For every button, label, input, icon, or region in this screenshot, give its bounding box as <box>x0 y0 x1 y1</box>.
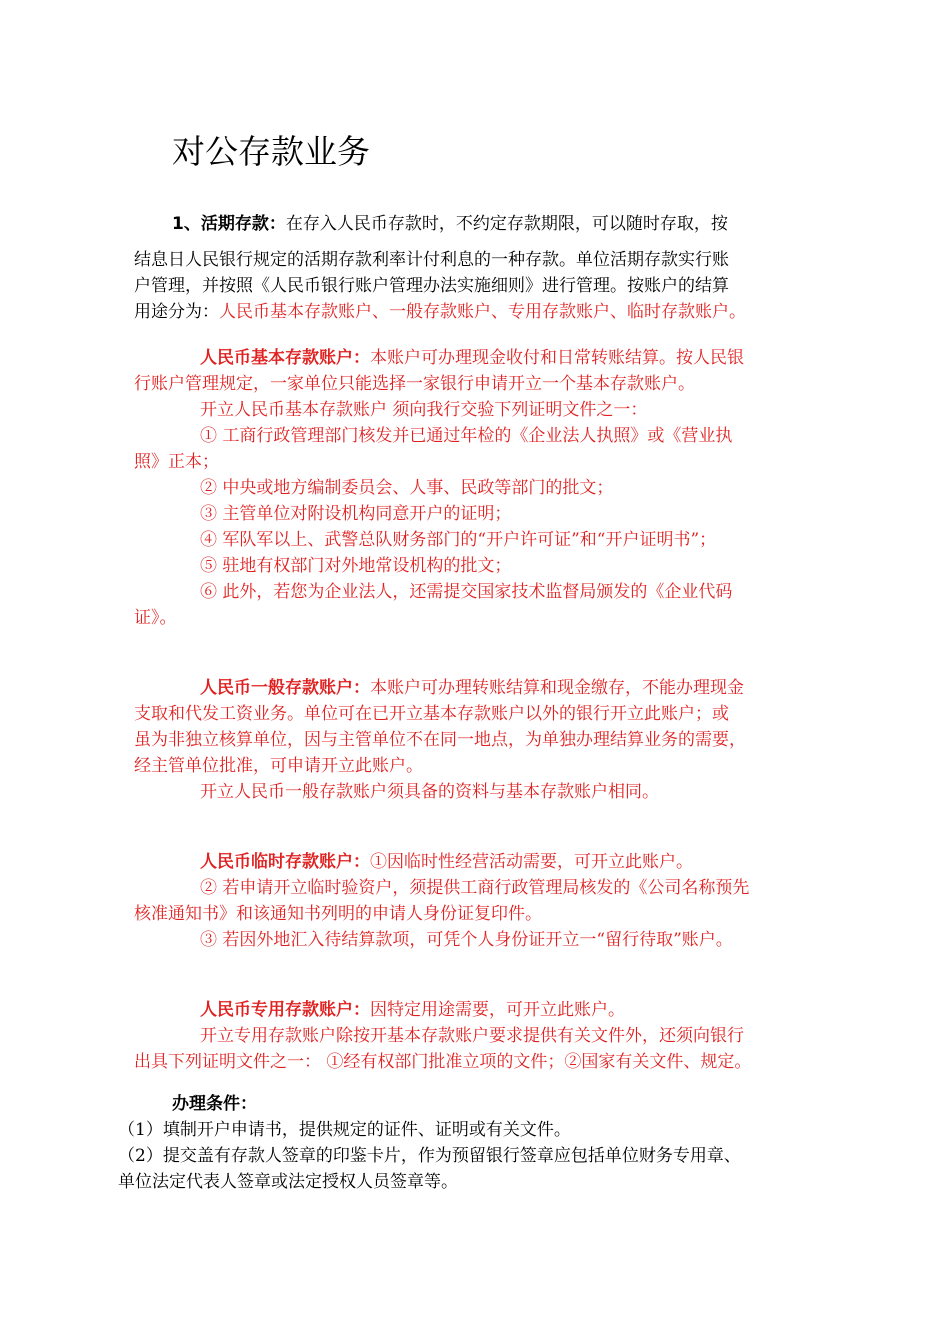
general-account-line: 支取和代发工资业务。单位可在已开立基本存款账户以外的银行开立此账户；或 <box>134 704 729 724</box>
temporary-account-text: ①因临时性经营活动需要，可开立此账户。 <box>370 852 693 872</box>
demand-deposit-account-types <box>134 300 746 324</box>
conditions-heading: 办理条件： <box>172 1094 257 1114</box>
basic-doc-item: ⑥ 此外，若您为企业法人，还需提交国家技术监督局颁发的《企业代码 <box>200 582 733 602</box>
special-account-line: 开立专用存款账户除按开基本存款账户要求提供有关文件外，还须向银行 <box>200 1026 744 1046</box>
conditions-item: （2）提交盖有存款人签章的印鉴卡片，作为预留银行签章应包括单位财务专用章、 <box>118 1146 741 1166</box>
demand-deposit-text: 在存入人民币存款时，不约定存款期限，可以随时存取，按 <box>285 214 728 234</box>
temporary-account-item-cont: 核准通知书》和该通知书列明的申请人身份证复印件。 <box>134 904 542 924</box>
basic-doc-item: ② 中央或地方编制委员会、人事、民政等部门的批文； <box>200 478 614 498</box>
demand-deposit-line: 结息日人民银行规定的活期存款利率计付利息的一种存款。单位活期存款实行账 <box>134 250 729 270</box>
special-account-heading: 人民币专用存款账户： <box>200 1000 370 1020</box>
basic-account-text: 本账户可办理现金收付和日常转账结算。按人民银 <box>370 348 744 368</box>
general-account-line: 经主管单位批准，可申请开立此账户。 <box>134 756 423 776</box>
basic-doc-item: ⑤ 驻地有权部门对外地常设机构的批文； <box>200 556 512 576</box>
general-account-intro <box>200 676 744 700</box>
basic-account-intro <box>200 346 744 370</box>
special-account-line: 出具下列证明文件之一： ①经有权部门批准立项的文件；②国家有关文件、规定。 <box>134 1052 752 1072</box>
basic-account-heading: 人民币基本存款账户： <box>200 348 370 368</box>
special-account-intro <box>200 998 625 1022</box>
page-title: 对公存款业务 <box>172 132 370 171</box>
account-types-prefix: 用途分为： <box>134 302 219 322</box>
basic-doc-item-cont: 照》正本； <box>134 452 219 472</box>
special-account-text: 因特定用途需要，可开立此账户。 <box>370 1000 625 1020</box>
general-account-docs: 开立人民币一般存款账户须具备的资料与基本存款账户相同。 <box>200 782 659 802</box>
temporary-account-heading: 人民币临时存款账户： <box>200 852 370 872</box>
general-account-line: 虽为非独立核算单位，因与主管单位不在同一地点，为单独办理结算业务的需要， <box>134 730 746 750</box>
basic-doc-item-cont: 证》。 <box>134 608 177 628</box>
basic-account-docs-intro: 开立人民币基本存款账户 须向我行交验下列证明文件之一： <box>200 400 648 420</box>
demand-deposit-line: 户管理，并按照《人民币银行账户管理办法实施细则》进行管理。按账户的结算 <box>134 276 729 296</box>
basic-account-line: 行账户管理规定，一家单位只能选择一家银行申请开立一个基本存款账户。 <box>134 374 695 394</box>
basic-doc-item: ③ 主管单位对附设机构同意开户的证明； <box>200 504 512 524</box>
basic-doc-item: ① 工商行政管理部门核发并已通过年检的《企业法人执照》或《营业执 <box>200 426 733 446</box>
basic-doc-item: ④ 军队军以上、武警总队财务部门的“开户许可证”和“开户证明书”； <box>200 530 717 550</box>
demand-deposit-heading: 1、活期存款： <box>172 214 286 234</box>
account-types-list: 人民币基本存款账户、一般存款账户、专用存款账户、临时存款账户。 <box>219 302 746 322</box>
conditions-item-cont: 单位法定代表人签章或法定授权人员签章等。 <box>118 1172 458 1192</box>
demand-deposit-intro-line <box>172 212 728 236</box>
temporary-account-item: ③ 若因外地汇入待结算款项，可凭个人身份证开立一“留行待取”账户。 <box>200 930 733 950</box>
general-account-text: 本账户可办理转账结算和现金缴存，不能办理现金 <box>370 678 744 698</box>
conditions-item: （1）填制开户申请书，提供规定的证件、证明或有关文件。 <box>118 1120 571 1140</box>
temporary-account-item: ② 若申请开立临时验资户，须提供工商行政管理局核发的《公司名称预先 <box>200 878 750 898</box>
temporary-account-intro <box>200 850 693 874</box>
general-account-heading: 人民币一般存款账户： <box>200 678 370 698</box>
